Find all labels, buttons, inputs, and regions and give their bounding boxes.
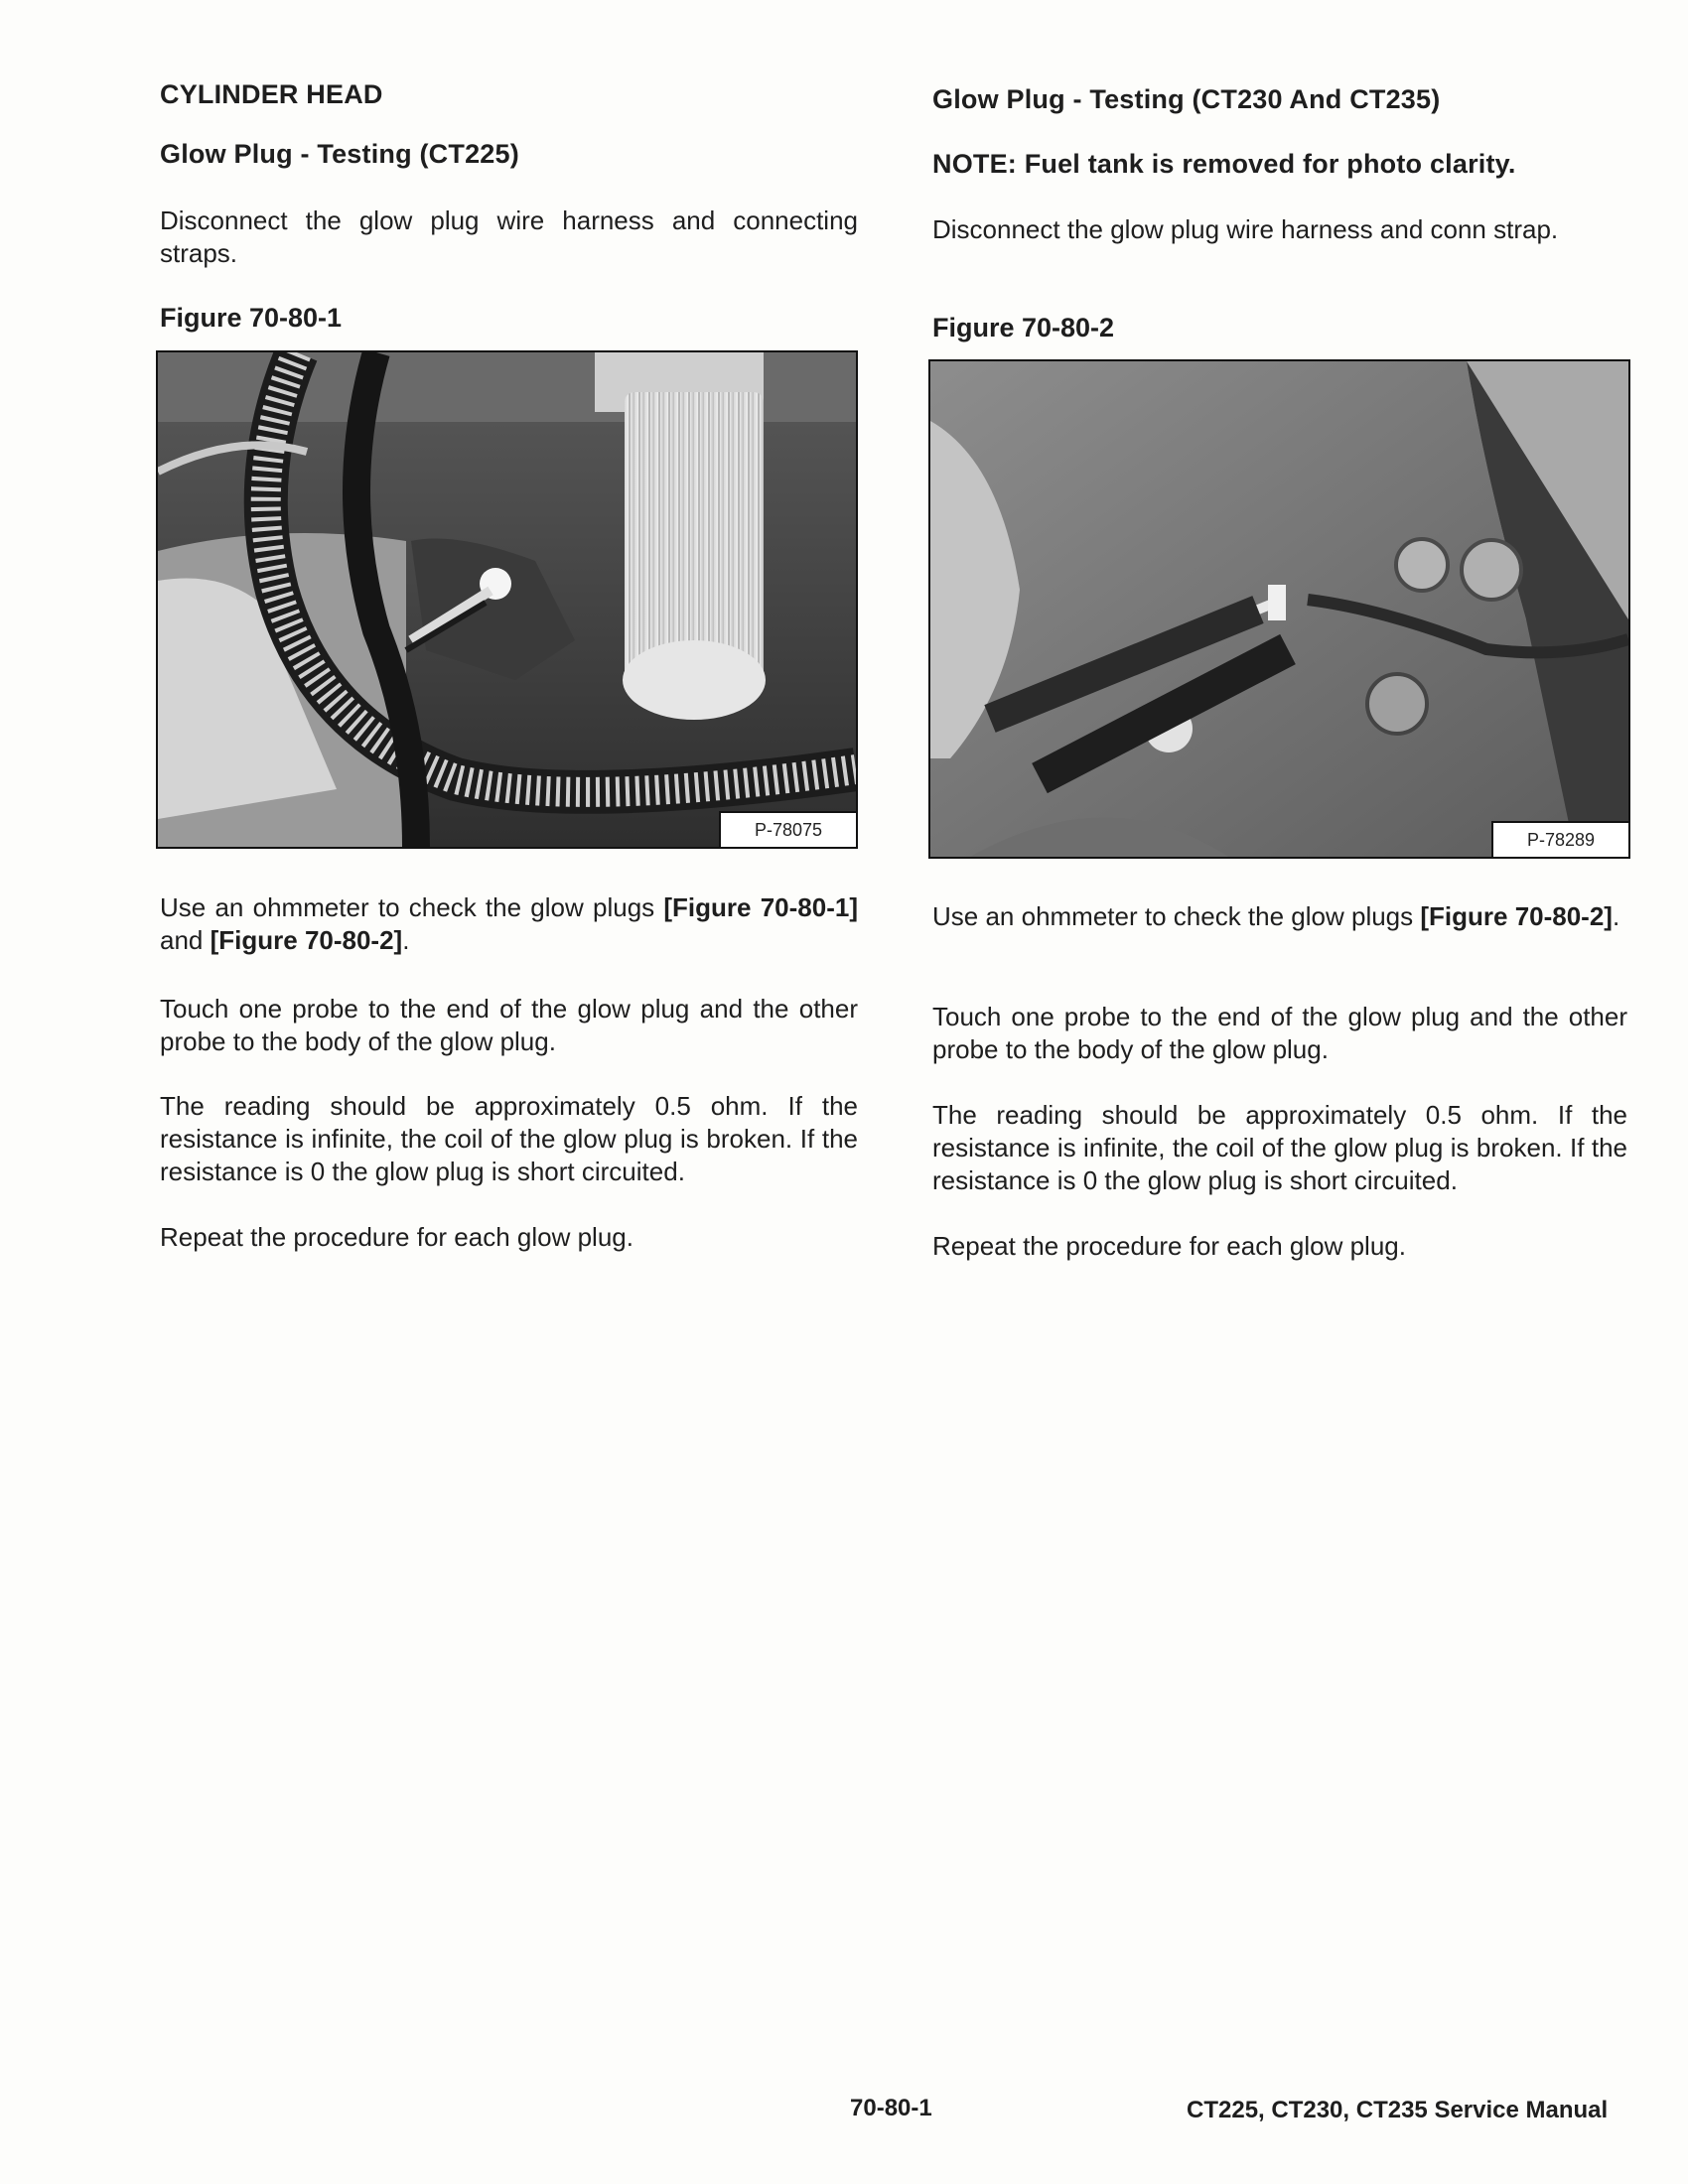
- right-intro: Disconnect the glow plug wire harness and conn strap.: [932, 214, 1559, 244]
- right-figure-label: Figure 70-80-2: [932, 313, 1115, 342]
- page-number: 70-80-1: [850, 2095, 932, 2121]
- right-para3: The reading should be approximately 0.5 ohm. If the resistance is infinite, the coil of the glow plug is broken. If the resistance is 0 the glow plug is short circuited.: [932, 1100, 1627, 1195]
- right-photo-code: P-78289: [1491, 821, 1628, 857]
- right-para4: Repeat the procedure for each glow plug.: [932, 1231, 1406, 1261]
- manual-title: CT225, CT230, CT235 Service Manual: [1187, 2097, 1609, 2123]
- right-para1: Use an ohmmeter to check the glow plugs [Figure 70-80-2].: [932, 901, 1620, 931]
- section-title: CYLINDER HEAD: [160, 79, 383, 109]
- left-figure-label: Figure 70-80-1: [160, 303, 343, 333]
- glow-plug-photo-ct230-ct235: [930, 361, 1628, 857]
- left-para3: The reading should be approximately 0.5 ohm. If the resistance is infinite, the coil of the glow plug is broken. If the resistance is 0 the glow plug is short circuited.: [160, 1091, 858, 1186]
- glow-plug-photo-ct225: [158, 352, 856, 847]
- figure-70-80-2-photo: [928, 359, 1630, 859]
- left-heading: Glow Plug - Testing (CT225): [160, 139, 519, 169]
- left-para2: Touch one probe to the end of the glow plug and the other probe to the body of the glow plug.: [160, 994, 858, 1056]
- left-para1: Use an ohmmeter to check the glow plugs [Figure 70-80-1] and [Figure 70-80-2].: [160, 892, 858, 955]
- figure-ref-70-80-2: [Figure 70-80-2]: [210, 925, 403, 955]
- figure-ref-70-80-1: [Figure 70-80-1]: [663, 892, 858, 922]
- left-para4: Repeat the procedure for each glow plug.: [160, 1222, 633, 1252]
- figure-70-80-1-photo: [156, 350, 858, 849]
- figure-ref-70-80-2-right: [Figure 70-80-2]: [1420, 901, 1613, 931]
- right-heading: Glow Plug - Testing (CT230 And CT235): [932, 84, 1441, 114]
- right-para2: Touch one probe to the end of the glow plug and the other probe to the body of the glow plug.: [932, 1002, 1627, 1064]
- left-intro: Disconnect the glow plug wire harness and connecting straps.: [160, 205, 858, 268]
- right-note: NOTE: Fuel tank is removed for photo clarity.: [932, 149, 1516, 179]
- left-photo-code: P-78075: [719, 811, 856, 847]
